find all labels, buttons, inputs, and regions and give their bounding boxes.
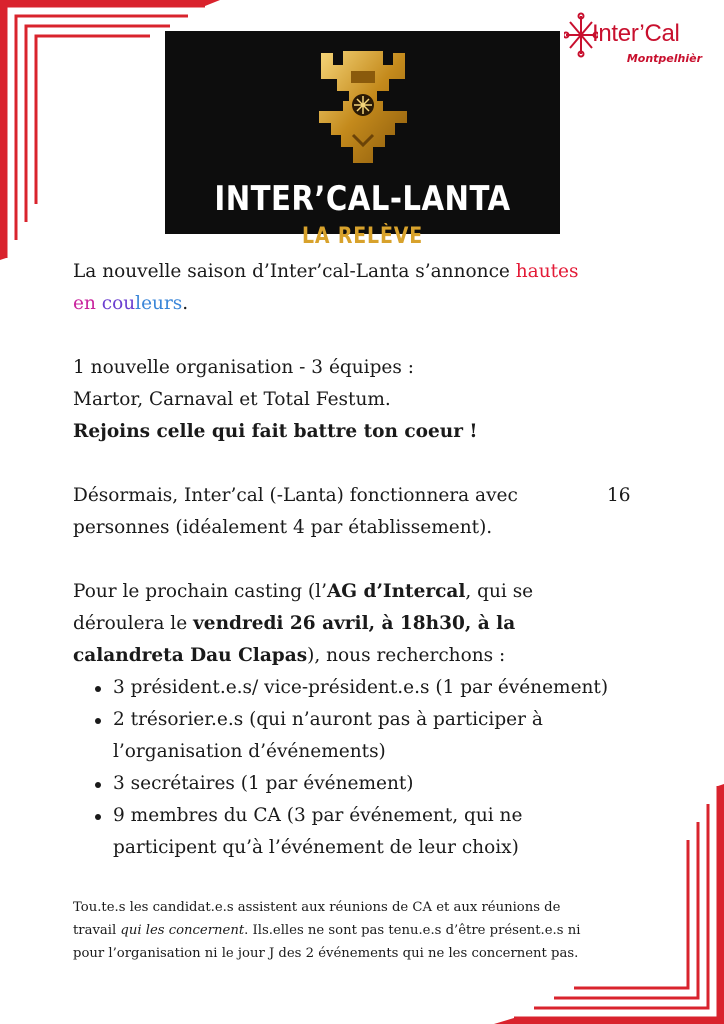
list-item-text-cont: l’organisation d’événements) (113, 741, 386, 762)
logo-city: Montpelhièr (626, 52, 702, 65)
list-item-text: 9 membres du CA (3 par événement, qui ne (113, 805, 523, 826)
organisation-line1: 1 nouvelle organisation - 3 équipes : (73, 357, 414, 378)
fonctionnement-text: Désormais, Inter’cal (-Lanta) fonctionnera avec (73, 485, 518, 506)
casting-line2 (73, 608, 663, 640)
footer-note (73, 896, 673, 965)
bullet-dot (95, 782, 101, 788)
organisation-line2: Martor, Carnaval et Total Festum. (73, 389, 391, 410)
banner-title: INTER’CAL-LANTA (214, 179, 511, 219)
list-item (73, 672, 663, 704)
bullet-dot (95, 686, 101, 692)
footer-line1: Tou.te.s les candidat.e.s assistent aux réunions de CA et aux réunions de (73, 900, 561, 915)
casting-line3 (73, 640, 663, 672)
organisation-callout: Rejoins celle qui fait battre ton coeur ! (73, 421, 478, 442)
list-item-text: 3 président.e.s/ vice-président.e.s (1 par événement) (113, 677, 609, 698)
golden-totem-icon (313, 45, 413, 169)
list-item-text-cont: participent qu’à l’événement de leur choix) (113, 837, 519, 858)
list-item (73, 704, 663, 768)
footer-l2c: . Ils.elles ne sont pas tenu.e.s d’être présent.e.s ni (244, 923, 581, 938)
casting-line1 (73, 576, 663, 608)
roles-list (73, 672, 663, 864)
casting-l1c: , qui se (465, 581, 534, 602)
casting-date: vendredi 26 avril, à 18h30, à la (193, 613, 516, 634)
intercal-logo (564, 6, 714, 66)
footer-l2b: qui les concernent (120, 923, 245, 938)
casting-place: calandreta Dau Clapas (73, 645, 308, 666)
casting-l1a: Pour le prochain casting (l’ (73, 581, 327, 602)
intro-leurs: leurs (135, 293, 183, 314)
list-item-text: 2 trésorier.e.s (qui n’auront pas à participer à (113, 709, 543, 730)
intercal-lanta-banner (165, 31, 560, 249)
footer-l2a: travail (73, 923, 121, 938)
list-item (73, 768, 663, 800)
list-item-text: 3 secrétaires (1 par événement) (113, 773, 414, 794)
intro-text: La nouvelle saison d’Inter’cal-Lanta s’annonce (73, 261, 516, 282)
intro-hautes: hautes (515, 261, 579, 282)
intro-en: en (73, 293, 102, 314)
intro-line1 (73, 256, 663, 288)
intro-line2 (73, 288, 663, 320)
bullet-dot (95, 814, 101, 820)
fonctionnement-line1 (73, 480, 663, 512)
casting-ag: AG d’Intercal (326, 581, 466, 602)
casting-l3b: ), nous recherchons : (307, 645, 506, 666)
footer-line3: pour l’organisation ni le jour J des 2 événements qui ne les concernent pas. (73, 946, 579, 961)
fonctionnement-number: 16 (607, 485, 631, 506)
fonctionnement-line2: personnes (idéalement 4 par établissement). (73, 517, 493, 538)
banner-subtitle: LA RELÈVE (301, 224, 424, 249)
logo-name: Inter’Cal (592, 20, 680, 47)
intro-cou: cou (101, 293, 136, 314)
main-text (73, 256, 663, 864)
intro-end: . (182, 293, 189, 314)
casting-l2a: déroulera le (73, 613, 194, 634)
list-item (73, 800, 663, 864)
bullet-dot (95, 718, 101, 724)
footer-line2 (73, 919, 673, 942)
